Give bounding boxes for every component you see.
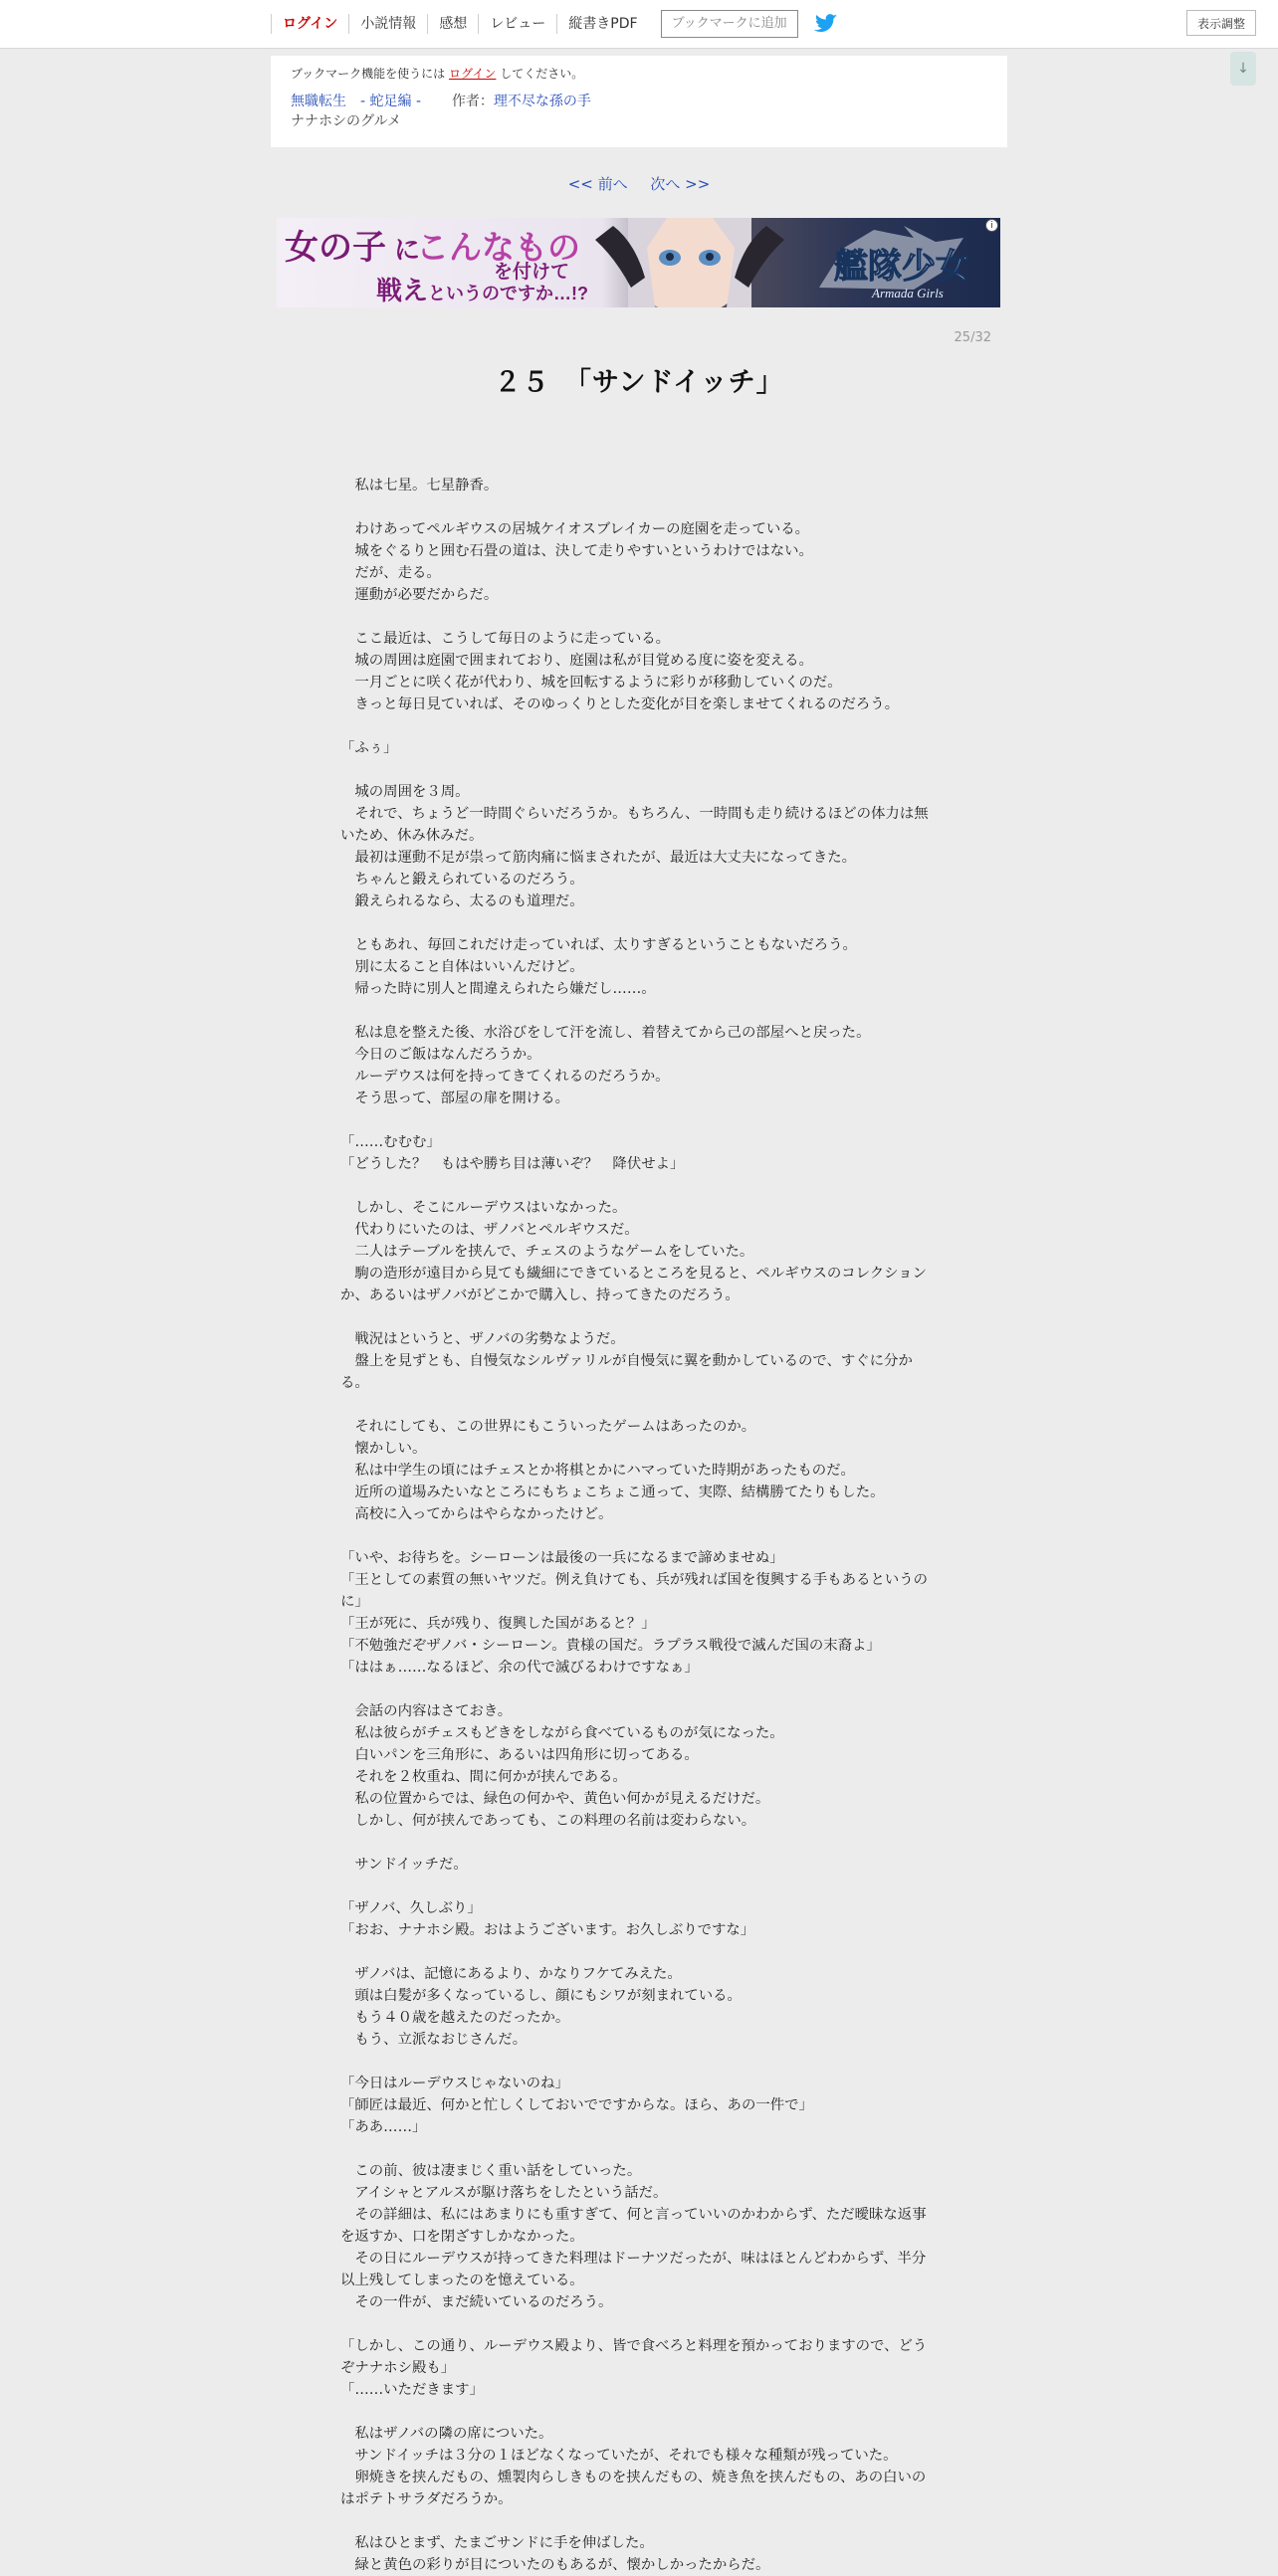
body-paragraph: 「ああ……」 — [340, 2119, 427, 2135]
nav-list — [271, 0, 840, 48]
body-paragraph: 私は息を整えた後、水浴びをして汗を流し、着替えてから己の部屋へと戻った。 — [340, 1025, 871, 1041]
body-paragraph — [340, 715, 940, 737]
body-paragraph: 最初は運動不足が祟って筋肉痛に悩まされたが、最近は大丈夫になってきた。 — [340, 850, 857, 866]
body-paragraph: 「今日はルーデウスじゃないのね」 — [340, 2076, 569, 2091]
body-paragraph — [340, 2313, 940, 2335]
body-paragraph: 頭は白髪が多くなっているし、顔にもシワが刻まれている。 — [340, 1988, 742, 2004]
ad-text-girls: 女の子 — [285, 229, 386, 267]
body-paragraph: 鍛えられるなら、太るのも道理だ。 — [340, 893, 584, 909]
body-paragraph: サンドイッチは３分の１ほどなくなっていたが、それでも様々な種類が残っていた。 — [340, 2448, 898, 2464]
body-paragraph: きっと毎日見ていれば、そのゆっくりとした変化が目を楽しませてくれるのだろう。 — [340, 696, 900, 712]
body-paragraph: ともあれ、毎回これだけ走っていれば、太りすぎるということもないだろう。 — [340, 937, 857, 953]
body-paragraph: 帰った時に別人と間違えられたら嫌だし……。 — [340, 981, 656, 997]
body-paragraph: 私の位置からでは、緑色の何かや、黄色い何かが見えるだけだ。 — [340, 1791, 770, 1807]
body-paragraph — [340, 606, 940, 628]
ad-text-question: というのですか…!? — [428, 284, 588, 303]
body-paragraph: 懐かしい。 — [340, 1441, 427, 1457]
ad-text-tatakae: 戦え — [376, 276, 429, 305]
body-paragraph — [340, 453, 940, 475]
body-paragraph: 「ははぁ……なるほど、余の代で滅びるわけですなぁ」 — [340, 1660, 699, 1676]
body-paragraph: 「師匠は最近、何かと忙しくしておいでですからな。ほら、あの一件で」 — [340, 2097, 813, 2113]
nav-vertical-pdf[interactable]: 縦書きPDF — [556, 14, 648, 34]
body-paragraph: 私はひとまず、たまごサンドに手を伸ばした。 — [340, 2535, 654, 2551]
body-paragraph: 盤上を見ずとも、自慢気なシルヴァリルが自慢気に翼を動かしているので、すぐに分かる。 — [340, 1353, 913, 1391]
body-paragraph: 「しかし、この通り、ルーデウス殿より、皆で食べろと料理を預かっておりますので、どうぞナナホシ殿も」 — [340, 2338, 928, 2376]
ad-text-konnamono: こんなもの — [416, 229, 580, 266]
body-paragraph: 会話の内容はさておき。 — [340, 1703, 513, 1719]
twitter-icon[interactable] — [814, 13, 840, 35]
body-paragraph: 二人はテーブルを挟んで、チェスのようなゲームをしていた。 — [340, 1244, 754, 1260]
body-paragraph — [340, 1175, 940, 1197]
body-paragraph: もう４０歳を越えたのだったか。 — [340, 2010, 570, 2026]
ad-logo-title: 艦隊少女 — [834, 248, 969, 286]
body-paragraph — [340, 1679, 940, 1700]
series-title-link[interactable]: 無職転生 - 蛇足編 - — [291, 94, 422, 109]
body-paragraph: 緑と黄色の彩りが目についたのもあるが、懐かしかったからだ。 — [340, 2557, 770, 2573]
scroll-down-button[interactable]: ↓ — [1230, 52, 1256, 86]
body-paragraph: 「王が死に、兵が残り、復興した国があると？」 — [340, 1616, 656, 1632]
body-paragraph: 「いや、お待ちを。シーローンは最後の一兵になるまで諦めませぬ」 — [340, 1550, 784, 1566]
body-paragraph — [340, 2401, 940, 2423]
nav-login[interactable]: ログイン — [271, 14, 348, 34]
body-paragraph: ルーデウスは何を持ってきてくれるのだろうか。 — [340, 1069, 670, 1085]
body-paragraph — [340, 2138, 940, 2160]
body-paragraph: 卵焼きを挟んだもの、燻製肉らしきものを挟んだもの、焼き魚を挟んだもの、あの白いのはポテトサラダだろうか。 — [340, 2470, 927, 2507]
body-paragraph: 「……いただきます」 — [340, 2382, 484, 2398]
body-paragraph — [340, 1109, 940, 1131]
body-paragraph: 近所の道場みたいなところにもちょこちょこ通って、実際、結構勝てたりもした。 — [340, 1485, 885, 1500]
ad-text-ni: に — [394, 235, 421, 265]
body-paragraph: 「おお、ナナホシ殿。おはようございます。お久しぶりですな」 — [340, 1922, 755, 1938]
body-paragraph: 高校に入ってからはやらなかったけど。 — [340, 1506, 613, 1522]
body-paragraph: 城をぐるりと囲む石畳の道は、決して走りやすいというわけではない。 — [340, 543, 813, 559]
nav-novel-info[interactable]: 小説情報 — [348, 14, 427, 34]
body-paragraph: 城の周囲を３周。 — [340, 784, 470, 800]
nav-impressions[interactable]: 感想 — [427, 14, 478, 34]
pager — [0, 173, 1278, 195]
body-paragraph: 私はザノバの隣の席についた。 — [340, 2426, 553, 2442]
body-paragraph — [340, 1306, 940, 1328]
chapter-counter: 25/32 — [954, 330, 991, 345]
body-paragraph — [340, 1941, 940, 1963]
body-paragraph — [340, 759, 940, 781]
series-line — [291, 92, 987, 111]
bookmark-login-note — [291, 66, 987, 82]
ad-banner-art — [277, 218, 1000, 307]
novel-body-text — [340, 453, 940, 2576]
body-paragraph — [340, 1876, 940, 1897]
body-paragraph — [340, 1525, 940, 1547]
body-paragraph: 「ザノバ、久しぶり」 — [340, 1900, 482, 1916]
body-paragraph: それを２枚重ね、間に何かが挟んである。 — [340, 1769, 627, 1785]
body-paragraph — [340, 496, 940, 518]
body-paragraph: 別に太ること自体はいいんだけど。 — [340, 959, 584, 975]
note-text-before: ブックマーク機能を使うには — [291, 67, 446, 81]
body-paragraph — [340, 912, 940, 934]
body-paragraph: そう思って、部屋の扉を開ける。 — [340, 1090, 569, 1106]
body-paragraph: その一件が、まだ続いているのだろう。 — [340, 2294, 613, 2310]
display-settings-button[interactable]: 表示調整 — [1186, 10, 1256, 36]
body-paragraph — [340, 1832, 940, 1854]
body-paragraph: その詳細は、私にはあまりにも重すぎて、何と言っていいのかわからず、ただ曖昧な返事を返すか、口を閉ざすしかなかった。 — [340, 2207, 927, 2245]
body-paragraph: その日にルーデウスが持ってきた料理はドーナツだったが、味はほとんどわからず、半分以上残してしまったのを憶えている。 — [340, 2251, 927, 2288]
login-link[interactable]: ログイン — [449, 67, 497, 81]
body-paragraph — [340, 2510, 940, 2532]
body-paragraph: 運動が必要だからだ。 — [340, 587, 499, 603]
body-paragraph: それで、ちょうど一時間ぐらいだろうか。もちろん、一時間も走り続けるほどの体力は無いため、休み休みだ。 — [340, 806, 929, 844]
body-paragraph: 私は彼らがチェスもどきをしながら食べているものが気になった。 — [340, 1725, 784, 1741]
note-text-after: してください。 — [500, 67, 584, 81]
body-paragraph: 一月ごとに咲く花が代わり、城を回転するように彩りが移動していくのだ。 — [340, 675, 842, 691]
body-paragraph: 「王としての素質の無いヤツだ。例え負けても、兵が残れば国を復興する手もあるというのに」 — [340, 1572, 929, 1610]
prev-link[interactable]: << 前へ — [567, 175, 628, 193]
ad-logo-subtitle: Armada Girls — [872, 286, 944, 300]
body-paragraph: 今日のご飯はなんだろうか。 — [340, 1047, 541, 1063]
ad-text-tsukete: を付けて — [494, 262, 570, 283]
body-paragraph: ここ最近は、こうして毎日のように走っている。 — [340, 631, 670, 647]
body-paragraph: ちゃんと鍛えられているのだろう。 — [340, 872, 584, 888]
novel-info-box — [271, 56, 1007, 147]
ad-info-icon[interactable]: i — [985, 219, 998, 232]
body-paragraph: 「ふぅ」 — [340, 740, 398, 756]
body-paragraph: 代わりにいたのは、ザノバとペルギウスだ。 — [340, 1222, 639, 1238]
author-link[interactable]: 理不尽な孫の手 — [493, 94, 591, 109]
body-paragraph: わけあってペルギウスの居城ケイオスブレイカーの庭園を走っている。 — [340, 521, 810, 537]
body-paragraph: この前、彼は凄まじく重い話をしていった。 — [340, 2163, 642, 2179]
body-paragraph: ザノバは、記憶にあるより、かなりフケてみえた。 — [340, 1966, 682, 1982]
body-paragraph: もう、立派なおじさんだ。 — [340, 2032, 528, 2048]
top-navigation-bar — [0, 0, 1278, 49]
body-paragraph: 城の周囲は庭園で囲まれており、庭園は私が目覚める度に姿を変える。 — [340, 653, 813, 669]
body-paragraph: 「不勉強だぞザノバ・シーローン。貴様の国だ。ラプラス戦役で滅んだ国の末裔よ」 — [340, 1638, 881, 1654]
body-paragraph: 戦況はというと、ザノバの劣勢なようだ。 — [340, 1331, 625, 1347]
ad-banner[interactable] — [277, 218, 1000, 307]
body-paragraph — [340, 1000, 940, 1022]
author-label: 作者： — [451, 94, 494, 109]
body-paragraph: だが、走る。 — [340, 565, 441, 581]
body-paragraph: アイシャとアルスが駆け落ちをしたという話だ。 — [340, 2185, 668, 2201]
body-paragraph: それにしても、この世界にもこういったゲームはあったのか。 — [340, 1419, 756, 1435]
body-paragraph: サンドイッチだ。 — [340, 1857, 468, 1873]
body-paragraph — [340, 1394, 940, 1416]
body-paragraph — [340, 2051, 940, 2073]
chapter-title: ２５ 「サンドイッチ」 — [494, 367, 784, 398]
body-paragraph: 「……むむむ」 — [340, 1134, 441, 1150]
add-bookmark-button[interactable]: ブックマークに追加 — [661, 10, 798, 38]
body-paragraph: しかし、そこにルーデウスはいなかった。 — [340, 1200, 627, 1216]
body-paragraph: 白いパンを三角形に、あるいは四角形に切ってある。 — [340, 1747, 699, 1763]
body-paragraph: しかし、何が挟んであっても、この料理の名前は変わらない。 — [340, 1813, 756, 1829]
body-paragraph: 私は中学生の頃にはチェスとか将棋とかにハマっていた時期があったものだ。 — [340, 1463, 855, 1479]
body-paragraph: 私は七星。七星静香。 — [340, 478, 499, 494]
next-link[interactable]: 次へ >> — [650, 175, 711, 193]
nav-review[interactable]: レビュー — [478, 14, 556, 34]
chapter-group-title: ナナホシのグルメ — [291, 113, 402, 129]
body-paragraph: 駒の造形が遠目から見ても繊細にできているところを見ると、ペルギウスのコレクションか、あるいはザノバがどこかで購入し、持ってきたのだろう。 — [340, 1266, 928, 1303]
body-paragraph: 「どうした？ もはや勝ち目は薄いぞ？ 降伏せよ」 — [340, 1156, 685, 1172]
